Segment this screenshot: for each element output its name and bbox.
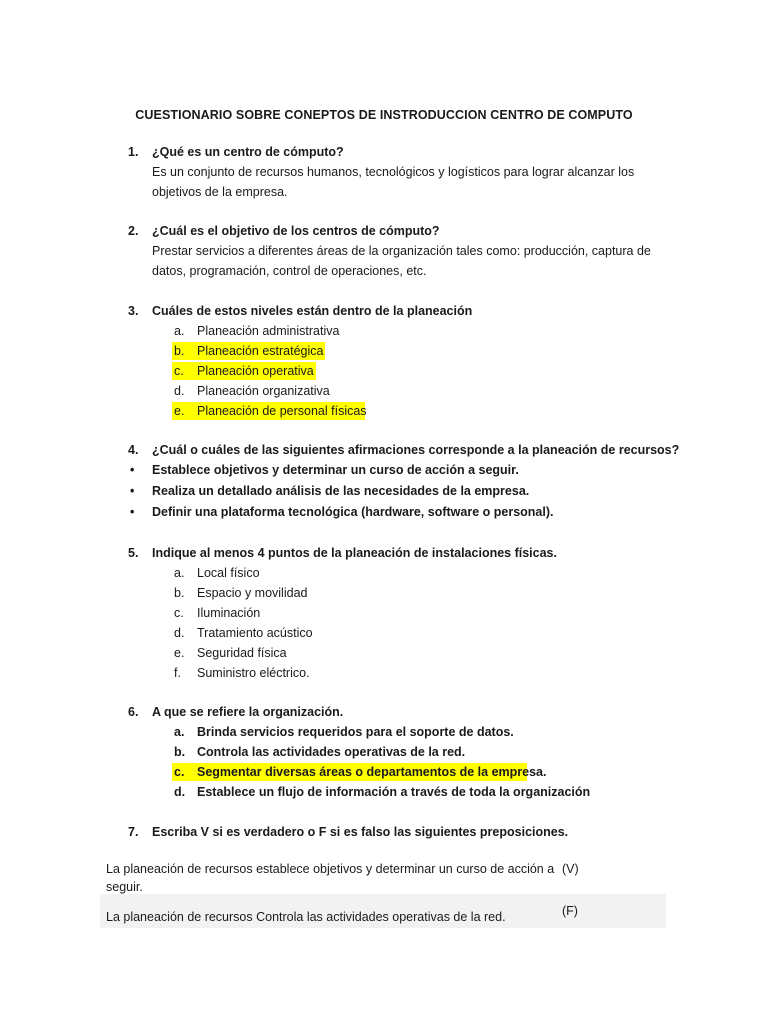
option-text: Planeación administrativa: [197, 324, 340, 338]
option-letter: d.: [174, 384, 185, 398]
bullet-icon: •: [130, 463, 135, 477]
option-item: [128, 583, 668, 603]
option-text: Tratamiento acústico: [197, 626, 313, 640]
true-false-table: [100, 856, 666, 928]
question-number: 4.: [128, 443, 139, 457]
answer-text: Es un conjunto de recursos humanos, tecnológicos y logísticos para lograr alcanzar los objetivos de la empresa.: [152, 165, 635, 199]
option-item: [128, 623, 668, 643]
option-item: [128, 643, 668, 663]
bullet-text: Realiza un detallado análisis de las necesidades de la empresa.: [152, 484, 530, 498]
option-text: Espacio y movilidad: [197, 586, 308, 600]
option-letter: c.: [174, 364, 184, 378]
question-text: Escriba V si es verdadero o F si es falso las siguientes preposiciones.: [152, 825, 569, 839]
bullet-text: Establece objetivos y determinar un curso de acción a seguir.: [152, 463, 519, 477]
bullet-icon: •: [130, 505, 135, 519]
option-text: Establece un flujo de información a través de toda la organización: [197, 785, 591, 799]
row-answer: (V): [562, 862, 579, 876]
option-text: Local físico: [197, 566, 260, 580]
option-item-highlighted: [128, 762, 668, 782]
option-letter: a.: [174, 566, 185, 580]
question-text: Indique al menos 4 puntos de la planeación de instalaciones físicas.: [152, 546, 557, 560]
option-text: Seguridad física: [197, 646, 287, 660]
question-number: 1.: [128, 145, 139, 159]
option-letter: e.: [174, 404, 185, 418]
question-number: 5.: [128, 546, 139, 560]
option-letter: a.: [174, 725, 185, 739]
option-text: Segmentar diversas áreas o departamentos de la empresa.: [197, 765, 547, 779]
row-statement: La planeación de recursos establece objetivos y determinar un curso de acción a seguir.: [106, 862, 555, 894]
option-text: Iluminación: [197, 606, 261, 620]
question-1: [128, 142, 668, 202]
row-statement: La planeación de recursos Controla las actividades operativas de la red.: [106, 910, 506, 924]
question-number: 3.: [128, 304, 139, 318]
option-letter: c.: [174, 606, 184, 620]
question-text: ¿Cuál o cuáles de las siguientes afirmaciones corresponde a la planeación de recursos?: [152, 443, 680, 457]
question-4: [128, 440, 680, 523]
option-letter: c.: [174, 765, 185, 779]
option-item-highlighted: [128, 401, 668, 421]
bullet-item: [128, 502, 668, 523]
option-item: [128, 663, 668, 683]
question-number: 2.: [128, 224, 139, 238]
row-answer: (F): [562, 904, 578, 918]
question-text: ¿Cuál es el objetivo de los centros de cómputo?: [152, 224, 440, 238]
option-text: Controla las actividades operativas de la red.: [197, 745, 466, 759]
question-text: A que se refiere la organización.: [152, 705, 344, 719]
bullet-item: [128, 481, 668, 502]
option-letter: b.: [174, 344, 185, 358]
option-text: Suministro eléctrico.: [197, 666, 310, 680]
option-item: [128, 321, 668, 341]
option-item: [128, 742, 668, 762]
question-3: [128, 301, 668, 421]
option-text: Planeación estratégica: [197, 344, 324, 358]
option-item: [128, 603, 668, 623]
question-6: [128, 702, 668, 802]
option-letter: b.: [174, 586, 185, 600]
option-item: [128, 381, 668, 401]
option-text: Brinda servicios requeridos para el soporte de datos.: [197, 725, 514, 739]
option-letter: d.: [174, 626, 185, 640]
option-letter: f.: [174, 666, 181, 680]
option-text: Planeación organizativa: [197, 384, 330, 398]
document-title: CUESTIONARIO SOBRE CONEPTOS DE INSTRODUCCION CENTRO DE COMPUTO: [135, 108, 633, 122]
question-5: [128, 543, 668, 683]
option-letter: a.: [174, 324, 185, 338]
question-number: 6.: [128, 705, 139, 719]
option-letter: d.: [174, 785, 186, 799]
bullet-text: Definir una plataforma tecnológica (hardware, software o personal).: [152, 505, 554, 519]
question-text: Cuáles de estos niveles están dentro de la planeación: [152, 304, 473, 318]
bullet-icon: •: [130, 484, 135, 498]
option-item: [128, 563, 668, 583]
option-item: [128, 782, 668, 802]
option-text: Planeación operativa: [197, 364, 314, 378]
option-item: [128, 722, 668, 742]
table-row: [100, 894, 666, 928]
answer-text: Prestar servicios a diferentes áreas de la organización tales como: producción, captura de datos, programación, control de operaciones, etc.: [152, 244, 651, 278]
option-text: Planeación de personal físicas: [197, 404, 367, 418]
question-text: ¿Qué es un centro de cómputo?: [152, 145, 344, 159]
table-row: [100, 856, 666, 894]
option-item-highlighted: [128, 341, 668, 361]
option-letter: b.: [174, 745, 186, 759]
question-2: [128, 221, 668, 281]
option-letter: e.: [174, 646, 185, 660]
bullet-item: [128, 460, 668, 481]
question-7: [128, 822, 668, 842]
question-number: 7.: [128, 825, 139, 839]
option-item-highlighted: [128, 361, 668, 381]
